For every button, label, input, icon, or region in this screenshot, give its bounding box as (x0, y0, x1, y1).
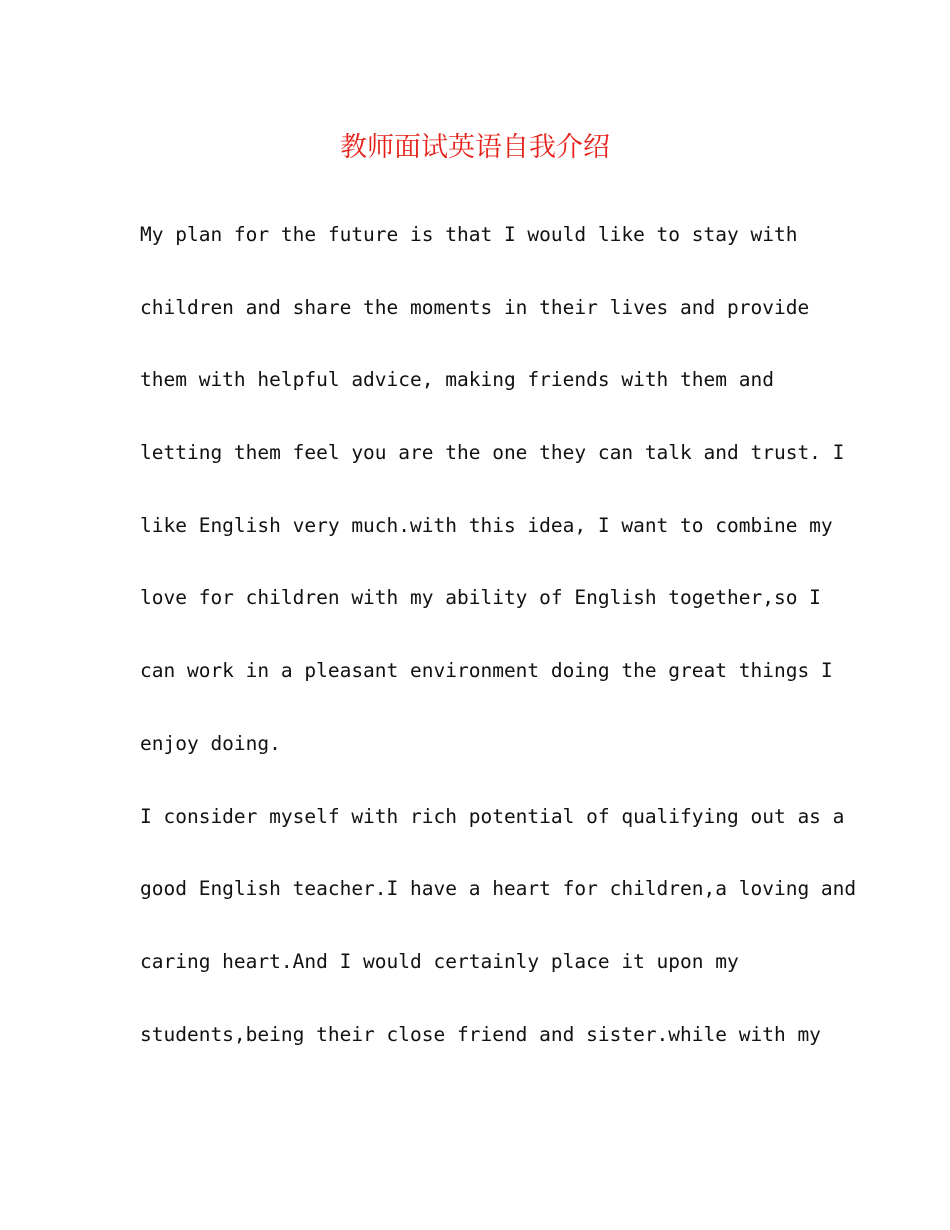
text-line: My plan for the future is that I would like to stay with (140, 223, 798, 246)
text-line: enjoy doing. (140, 731, 281, 755)
text-line: students,being their close friend and sister.while with my (140, 1022, 821, 1046)
text-line: caring heart.And I would certainly place it upon my (140, 949, 739, 973)
text-line: letting them feel you are the one they can talk and trust. I (140, 441, 845, 465)
document-body (140, 215, 857, 1087)
text-line: them with helpful advice, making friends with them and (140, 368, 774, 392)
text-line: love for children with my ability of English together,so I (140, 586, 821, 610)
text-line: can work in a pleasant environment doing the great things I (140, 659, 833, 683)
text-line: good English teacher.I have a heart for children,a loving and (140, 877, 857, 901)
document-title: 教师面试英语自我介绍 (340, 132, 610, 163)
text-line: like English very much.with this idea, I want to combine my (140, 513, 833, 537)
text-line: children and share the moments in their lives and provide (140, 295, 810, 319)
text-line: I consider myself with rich potential of qualifying out as a (140, 804, 845, 828)
